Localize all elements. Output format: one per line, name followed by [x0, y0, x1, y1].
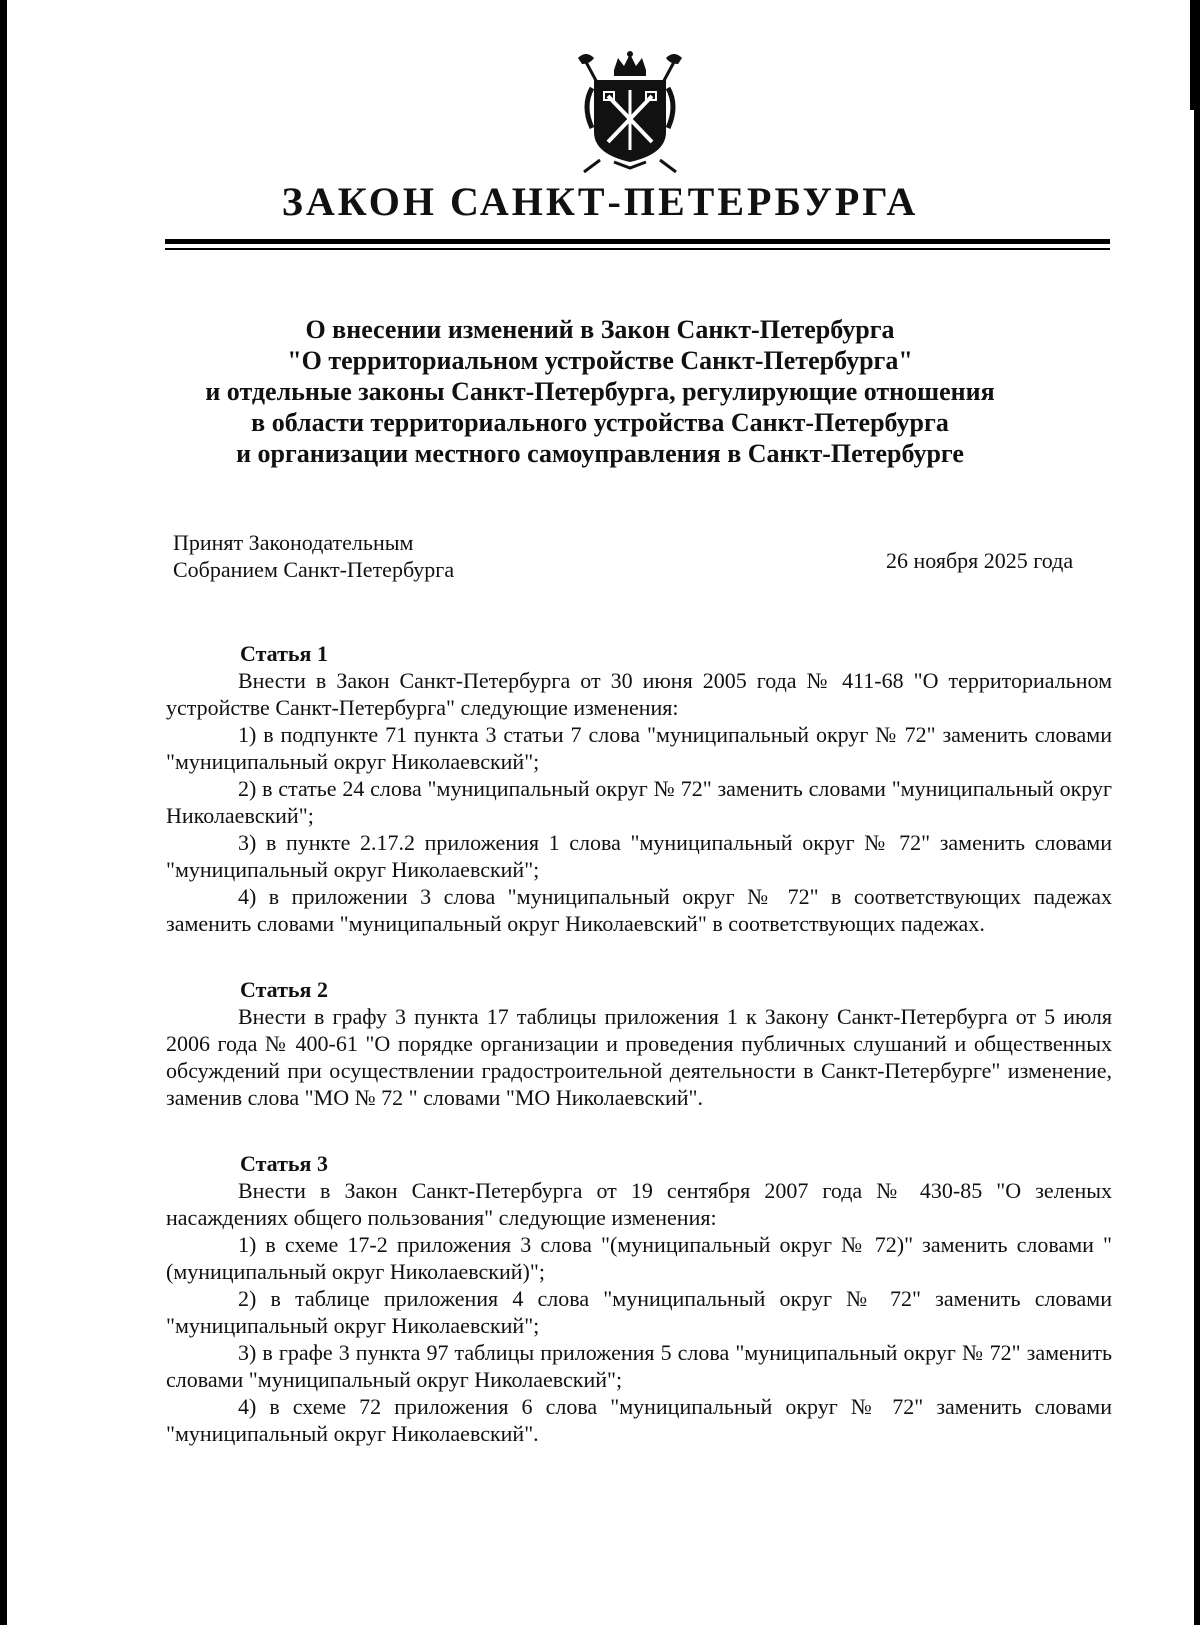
article-paragraph: Внести в Закон Санкт-Петербурга от 30 июня 2005 года № 411-68 "О территориальном устройстве Санкт-Петербурга" следующие изменения:	[166, 668, 1112, 720]
article-title: Статья 3	[240, 1151, 328, 1176]
article-paragraph: 1) в подпункте 71 пункта 3 статьи 7 слова "муниципальный округ № 72" заменить словами "муниципальный округ Николаевский";	[166, 722, 1112, 774]
article-title: Статья 2	[240, 977, 328, 1002]
coat-of-arms-emblem	[570, 48, 690, 173]
article-paragraph: Внести в Закон Санкт-Петербурга от 19 сентября 2007 года № 430-85 "О зеленых насаждениях общего пользования" следующие изменения:	[166, 1178, 1112, 1230]
heading-line: и организации местного самоуправления в Санкт-Петербурге	[236, 439, 964, 468]
article-paragraph: 3) в графе 3 пункта 97 таблицы приложения 5 слова "муниципальный округ № 72" заменить словами "муниципальный округ Николаевский";	[166, 1340, 1112, 1392]
law-title: ЗАКОН САНКТ-ПЕТЕРБУРГА	[281, 179, 919, 224]
article-paragraph: 4) в приложении 3 слова "муниципальный округ № 72" в соответствующих падежах заменить словами "муниципальный округ Николаевский" в соответствующих падежах.	[166, 884, 1112, 936]
article-paragraph: Внести в графу 3 пункта 17 таблицы приложения 1 к Закону Санкт-Петербурга от 5 июля 2006 года № 400-61 "О порядке организации и проведения публичных слушаний и общественных обсуждений при осуществлении градостроительной деятельности в Санкт-Петербурге" изменение, заменив слова "МО № 72 " словами "МО Николаевский".	[166, 1004, 1112, 1110]
title-rule-thin	[165, 248, 1110, 250]
article-2	[166, 976, 1112, 1111]
scan-border-right	[1194, 0, 1200, 1625]
article-paragraph: 4) в схеме 72 приложения 6 слова "муниципальный округ № 72" заменить словами "муниципальный округ Николаевский".	[166, 1394, 1112, 1446]
scan-border-left	[0, 0, 7, 1625]
article-1	[166, 640, 1112, 937]
article-3	[166, 1150, 1112, 1447]
title-rule-thick	[165, 239, 1110, 244]
heading-line: в области территориального устройства Санкт-Петербурга	[251, 408, 949, 437]
article-paragraph: 1) в схеме 17-2 приложения 3 слова "(муниципальный округ № 72)" заменить словами "(муниципальный округ Николаевский)";	[166, 1232, 1112, 1284]
article-paragraph: 2) в статье 24 слова "муниципальный округ № 72" заменить словами "муниципальный округ Николаевский";	[166, 776, 1112, 828]
article-paragraph: 2) в таблице приложения 4 слова "муниципальный округ № 72" заменить словами "муниципальный округ Николаевский";	[166, 1286, 1112, 1338]
scan-border-right-top	[1190, 0, 1200, 110]
article-paragraph: 3) в пункте 2.17.2 приложения 1 слова "муниципальный округ № 72" заменить словами "муниципальный округ Николаевский";	[166, 830, 1112, 882]
document-heading	[100, 314, 1100, 469]
adoption-authority	[173, 529, 454, 583]
heading-line: и отдельные законы Санкт-Петербурга, регулирующие отношения	[205, 377, 995, 406]
adoption-date: 26 ноября 2025 года	[886, 548, 1074, 573]
adoption-line: Принят Законодательным	[173, 530, 414, 555]
adoption-line: Собранием Санкт-Петербурга	[173, 557, 455, 582]
article-title: Статья 1	[240, 641, 328, 666]
heading-line: "О территориальном устройстве Санкт-Петербурга"	[287, 346, 913, 375]
heading-line: О внесении изменений в Закон Санкт-Петербурга	[305, 315, 895, 344]
